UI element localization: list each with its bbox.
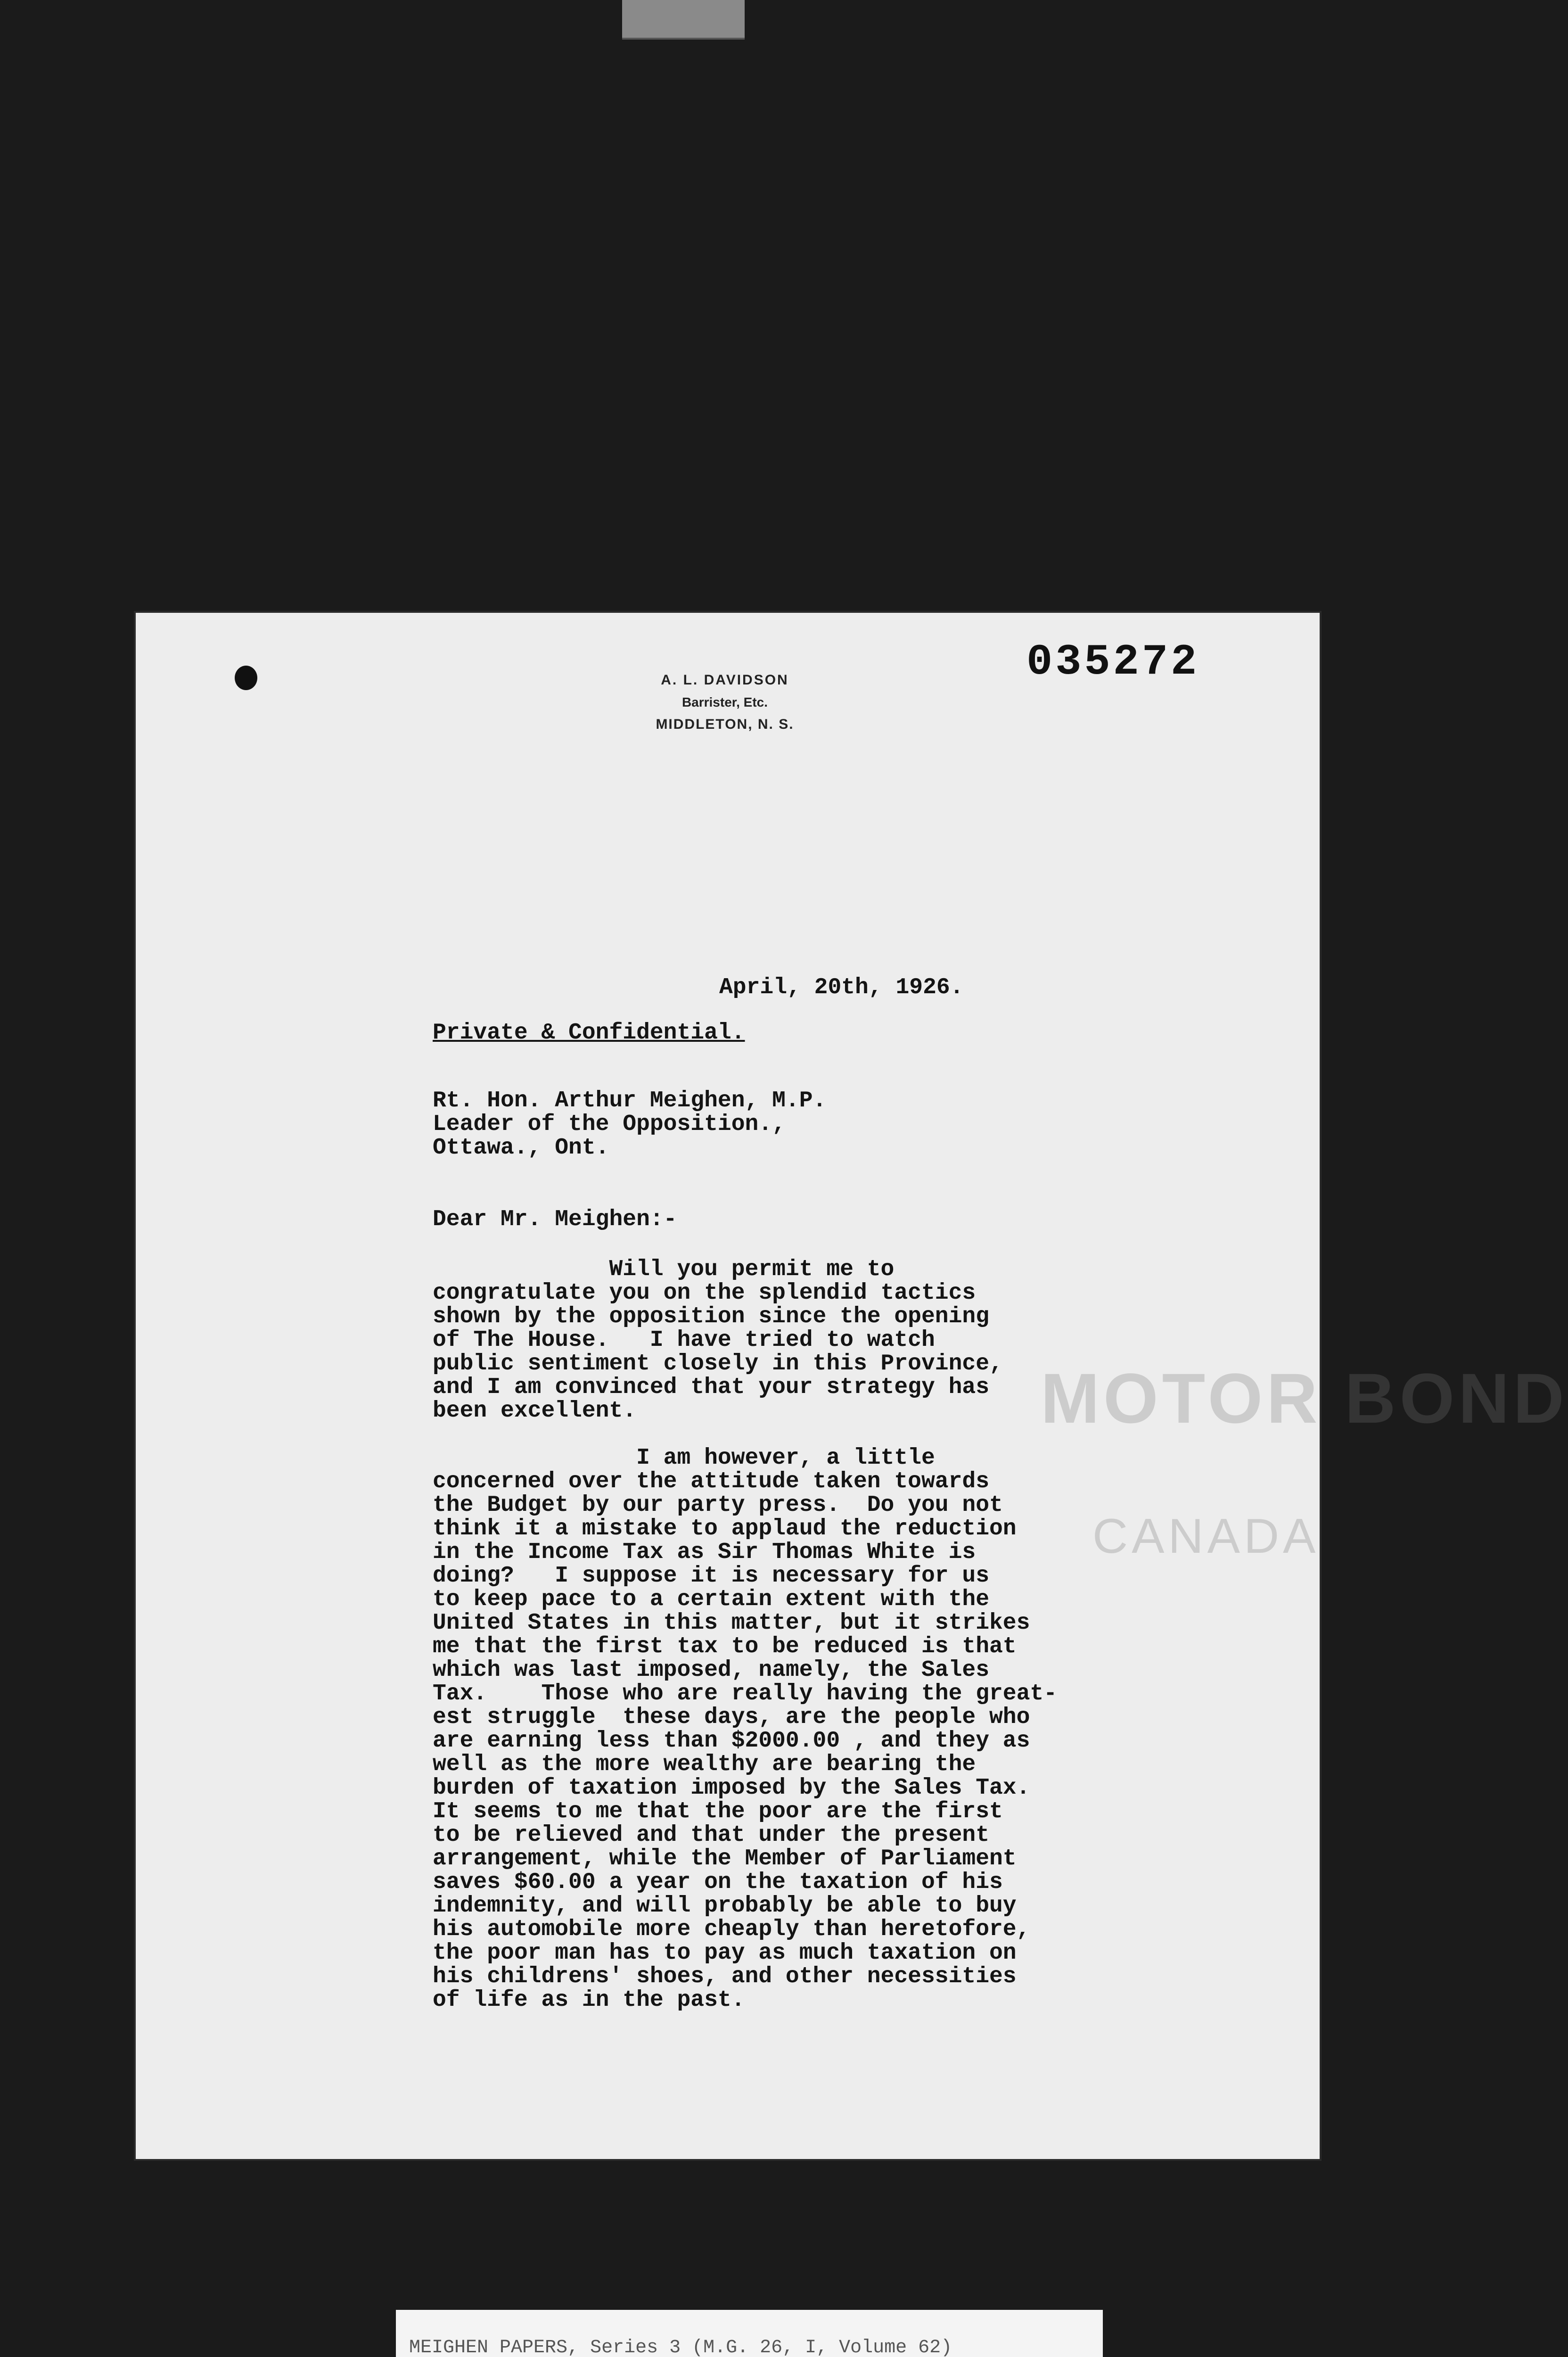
series-label-strip: [396, 2310, 1103, 2357]
punch-hole: [235, 666, 257, 690]
recipient-address: Rt. Hon. Arthur Meighen, M.P. Leader of the Opposition., Ottawa., Ont.: [433, 1088, 827, 1161]
watermark-sub: CANADA: [1092, 1509, 1320, 1564]
watermark: MOTOR BOND: [1041, 1359, 1568, 1438]
letterhead-name: A. L. DAVIDSON: [661, 672, 789, 688]
stamp-number: 035272: [1026, 637, 1200, 687]
series-label: MEIGHEN PAPERS, Series 3 (M.G. 26, I, Volume 62): [409, 2337, 952, 2357]
letter-body: Will you permit me to congratulate you on the splendid tactics shown by the opposition since the opening of The House. I have tried to watch public sentiment closely in this Province, and I am convinced that your strategy has been excellent. I am however, a little concerned over the attitude taken towards the Budget by our party press. Do you not think it a mistake to applaud the reduction in the Income Tax as Sir Thomas White is doing? I suppose it is necessary for us to keep pace to a certain extent with the United States in this matter, but it strikes me that the first tax to be reduced is that which was last imposed, namely, the Sales Tax. Those who are really having the great- est struggle these days, are the people who are earning less than $2000.00 , and they as well as the more wealthy are bearing the burden of taxation imposed by the Sales Tax. It seems to me that the poor are the first to be relieved and that under the present arrangement, while the Member of Parliament saves $60.00 a year on the taxation of his indemnity, and will probably be able to buy his automobile more cheaply than heretofore, the poor man has to pay as much taxation on his childrens' shoes, and other necessities of life as in the past.: [433, 1257, 1058, 2013]
letterhead-title: Barrister, Etc.: [681, 695, 768, 709]
confidential-heading: Private & Confidential.: [433, 1020, 745, 1046]
letterhead: [560, 672, 890, 733]
letter-page: [136, 613, 1568, 2159]
salutation: Dear Mr. Meighen:-: [433, 1207, 677, 1232]
top-clip: [622, 0, 745, 40]
letter-date: April, 20th, 1926.: [719, 975, 964, 1000]
letterhead-place: MIDDLETON, N. S.: [656, 717, 794, 732]
